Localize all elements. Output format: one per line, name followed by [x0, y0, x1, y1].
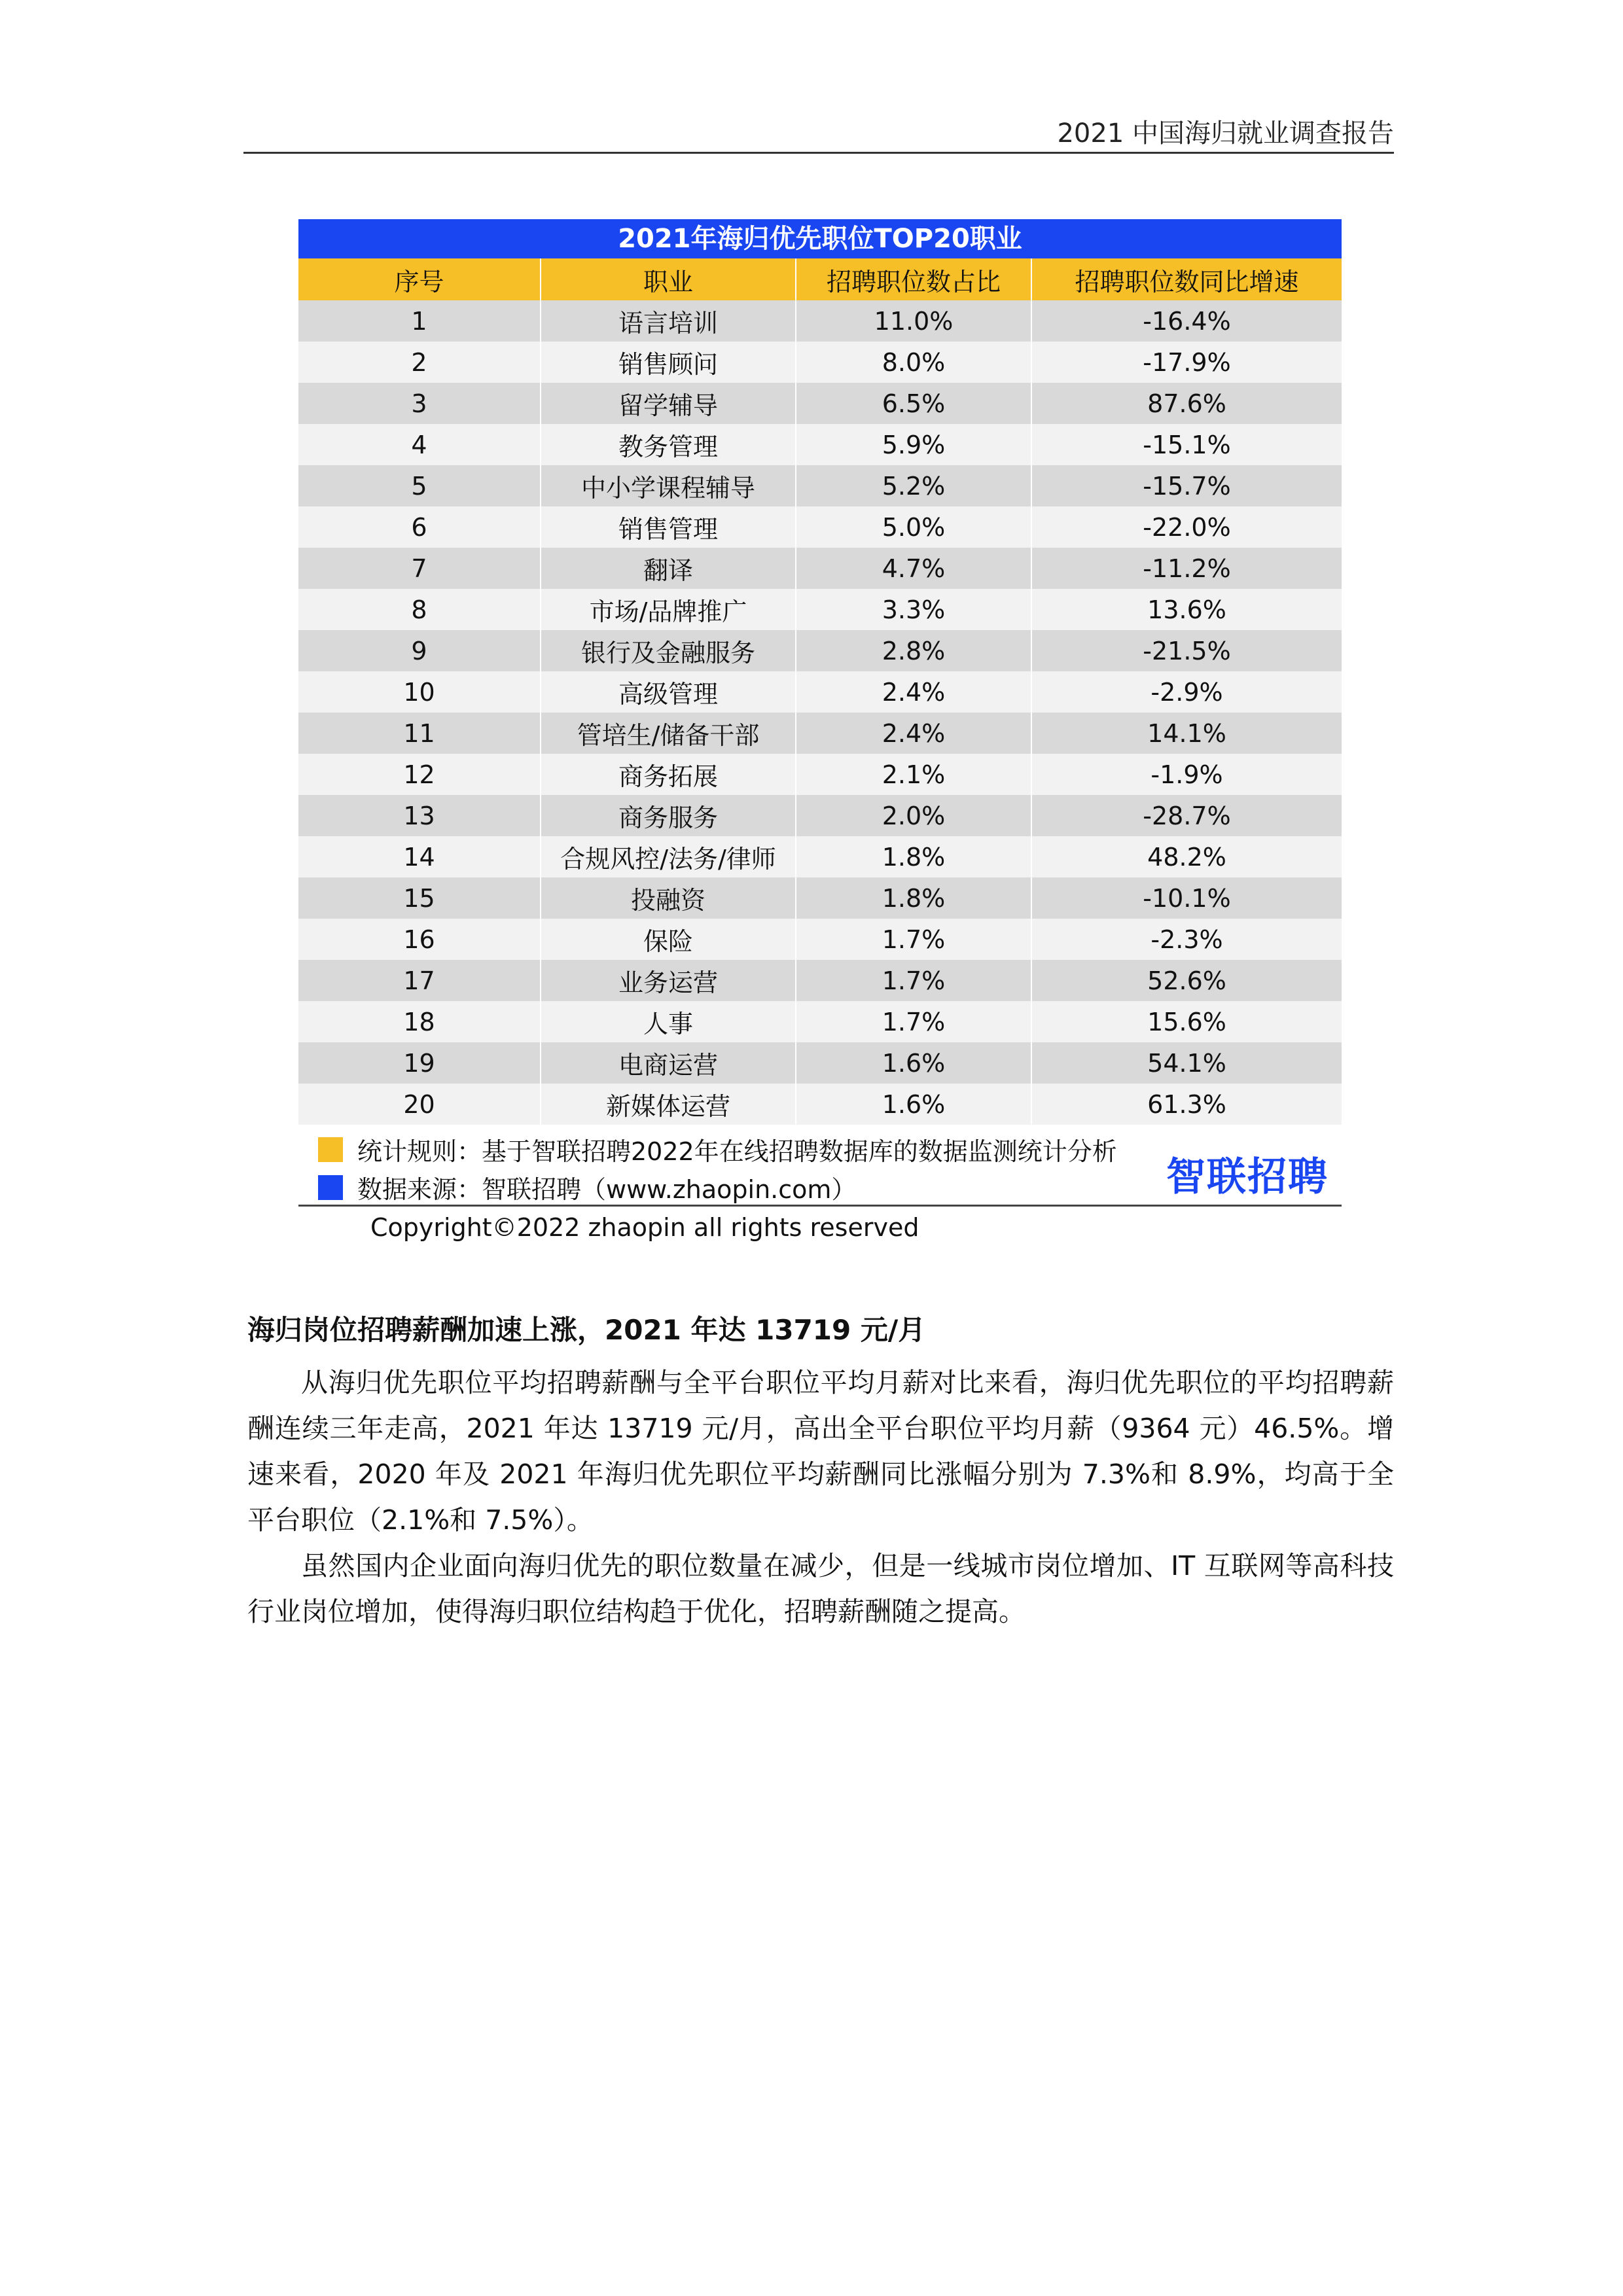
- occupation-cell: 翻译: [541, 548, 796, 589]
- table-row: [298, 836, 1342, 877]
- share-cell: 1.8%: [796, 877, 1031, 919]
- growth-cell: 52.6%: [1031, 960, 1342, 1001]
- table-row: [298, 465, 1342, 506]
- occupation-cell: 留学辅导: [541, 383, 796, 424]
- table-row: [298, 754, 1342, 795]
- share-cell: 1.7%: [796, 960, 1031, 1001]
- growth-cell: -21.5%: [1031, 630, 1342, 671]
- section-title: 海归岗位招聘薪酬加速上涨，2021 年达 13719 元/月: [247, 1314, 926, 1346]
- occupation-cell: 销售顾问: [541, 342, 796, 383]
- share-cell: 6.5%: [796, 383, 1031, 424]
- table-row: [298, 548, 1342, 589]
- share-cell: 2.4%: [796, 713, 1031, 754]
- occupation-cell: 新媒体运营: [541, 1084, 796, 1125]
- occupation-cell: 合规风控/法务/律师: [541, 836, 796, 877]
- column-header-occupation: 职业: [541, 258, 796, 300]
- growth-cell: -1.9%: [1031, 754, 1342, 795]
- share-cell: 2.0%: [796, 795, 1031, 836]
- occupation-cell: 高级管理: [541, 671, 796, 713]
- growth-cell: -22.0%: [1031, 506, 1342, 548]
- table-row: [298, 877, 1342, 919]
- figure-notes: [298, 1125, 1342, 1203]
- table-title: 2021年海归优先职位TOP20职业: [298, 219, 1342, 258]
- share-cell: 8.0%: [796, 342, 1031, 383]
- table-row: [298, 1001, 1342, 1042]
- occupation-cell: 中小学课程辅导: [541, 465, 796, 506]
- rank-cell: 9: [298, 630, 541, 671]
- blue-square-icon: [318, 1175, 343, 1200]
- rank-cell: 8: [298, 589, 541, 630]
- share-cell: 5.2%: [796, 465, 1031, 506]
- header-divider: [243, 152, 1394, 154]
- table-row: [298, 506, 1342, 548]
- growth-cell: -2.9%: [1031, 671, 1342, 713]
- zhaopin-logo: [1166, 1146, 1329, 1202]
- section-paragraph-1: 从海归优先职位平均招聘薪酬与全平台职位平均月薪对比来看，海归优先职位的平均招聘薪酬连续三年走高，2021 年达 13719 元/月，高出全平台职位平均月薪（9364 元）46.5%。增速来看，2020 年及 2021 年海归优先职位平均薪酬同比涨幅分别为 7.3%和 8.9%，均高于全平台职位（2.1%和 7.5%）。: [247, 1367, 1394, 1536]
- rank-cell: 20: [298, 1084, 541, 1125]
- table-row: [298, 630, 1342, 671]
- rank-cell: 1: [298, 300, 541, 342]
- rank-cell: 3: [298, 383, 541, 424]
- rank-cell: 17: [298, 960, 541, 1001]
- growth-cell: 61.3%: [1031, 1084, 1342, 1125]
- table-header-row: [298, 258, 1342, 300]
- growth-cell: -15.7%: [1031, 465, 1342, 506]
- occupation-cell: 商务服务: [541, 795, 796, 836]
- rank-cell: 4: [298, 424, 541, 465]
- growth-cell: -10.1%: [1031, 877, 1342, 919]
- table-row: [298, 713, 1342, 754]
- top20-table: [298, 258, 1342, 1125]
- share-cell: 1.8%: [796, 836, 1031, 877]
- occupation-cell: 人事: [541, 1001, 796, 1042]
- table-row: [298, 795, 1342, 836]
- top20-table-figure: [298, 219, 1342, 1242]
- growth-cell: 48.2%: [1031, 836, 1342, 877]
- rank-cell: 14: [298, 836, 541, 877]
- section-paragraph-2: 虽然国内企业面向海归优先的职位数量在减少，但是一线城市岗位增加、IT 互联网等高科技行业岗位增加，使得海归职位结构趋于优化，招聘薪酬随之提高。: [247, 1550, 1394, 1627]
- rank-cell: 18: [298, 1001, 541, 1042]
- growth-cell: -15.1%: [1031, 424, 1342, 465]
- share-cell: 1.6%: [796, 1042, 1031, 1084]
- rank-cell: 13: [298, 795, 541, 836]
- occupation-cell: 销售管理: [541, 506, 796, 548]
- data-source-text: 数据来源：智联招聘（www.zhaopin.com）: [357, 1175, 857, 1204]
- growth-cell: -16.4%: [1031, 300, 1342, 342]
- share-cell: 3.3%: [796, 589, 1031, 630]
- stat-rule-text: 统计规则：基于智联招聘2022年在线招聘数据库的数据监测统计分析: [357, 1137, 1117, 1166]
- table-row: [298, 589, 1342, 630]
- share-cell: 5.0%: [796, 506, 1031, 548]
- occupation-cell: 电商运营: [541, 1042, 796, 1084]
- share-cell: 2.8%: [796, 630, 1031, 671]
- rank-cell: 7: [298, 548, 541, 589]
- stat-rule-note: [318, 1131, 1117, 1167]
- growth-cell: 87.6%: [1031, 383, 1342, 424]
- column-header-growth: 招聘职位数同比增速: [1031, 258, 1342, 300]
- growth-cell: 13.6%: [1031, 589, 1342, 630]
- table-row: [298, 1084, 1342, 1125]
- occupation-cell: 管培生/储备干部: [541, 713, 796, 754]
- rank-cell: 12: [298, 754, 541, 795]
- table-row: [298, 1042, 1342, 1084]
- share-cell: 11.0%: [796, 300, 1031, 342]
- growth-cell: -28.7%: [1031, 795, 1342, 836]
- growth-cell: -17.9%: [1031, 342, 1342, 383]
- share-cell: 1.7%: [796, 919, 1031, 960]
- copyright-text: Copyright©2022 zhaopin all rights reserved: [370, 1213, 919, 1242]
- growth-cell: -11.2%: [1031, 548, 1342, 589]
- table-body: [298, 300, 1342, 1125]
- table-row: [298, 919, 1342, 960]
- rank-cell: 2: [298, 342, 541, 383]
- rank-cell: 15: [298, 877, 541, 919]
- column-header-rank: 序号: [298, 258, 541, 300]
- growth-cell: 54.1%: [1031, 1042, 1342, 1084]
- occupation-cell: 业务运营: [541, 960, 796, 1001]
- occupation-cell: 语言培训: [541, 300, 796, 342]
- rank-cell: 5: [298, 465, 541, 506]
- occupation-cell: 商务拓展: [541, 754, 796, 795]
- rank-cell: 10: [298, 671, 541, 713]
- table-row: [298, 960, 1342, 1001]
- occupation-cell: 保险: [541, 919, 796, 960]
- share-cell: 1.7%: [796, 1001, 1031, 1042]
- table-row: [298, 671, 1342, 713]
- rank-cell: 6: [298, 506, 541, 548]
- rank-cell: 11: [298, 713, 541, 754]
- rank-cell: 19: [298, 1042, 541, 1084]
- table-row: [298, 424, 1342, 465]
- growth-cell: -2.3%: [1031, 919, 1342, 960]
- share-cell: 1.6%: [796, 1084, 1031, 1125]
- table-row: [298, 342, 1342, 383]
- occupation-cell: 教务管理: [541, 424, 796, 465]
- occupation-cell: 市场/品牌推广: [541, 589, 796, 630]
- logo-text: 智联招聘: [1166, 1154, 1329, 1200]
- growth-cell: 14.1%: [1031, 713, 1342, 754]
- share-cell: 2.1%: [796, 754, 1031, 795]
- share-cell: 5.9%: [796, 424, 1031, 465]
- growth-cell: 15.6%: [1031, 1001, 1342, 1042]
- share-cell: 2.4%: [796, 671, 1031, 713]
- occupation-cell: 投融资: [541, 877, 796, 919]
- yellow-square-icon: [318, 1137, 343, 1162]
- table-row: [298, 300, 1342, 342]
- data-source-note: [318, 1169, 856, 1205]
- rank-cell: 16: [298, 919, 541, 960]
- report-header-title: 2021 中国海归就业调查报告: [1057, 118, 1394, 149]
- salary-section: [247, 1309, 1394, 1634]
- column-header-share: 招聘职位数占比: [796, 258, 1031, 300]
- share-cell: 4.7%: [796, 548, 1031, 589]
- table-row: [298, 383, 1342, 424]
- occupation-cell: 银行及金融服务: [541, 630, 796, 671]
